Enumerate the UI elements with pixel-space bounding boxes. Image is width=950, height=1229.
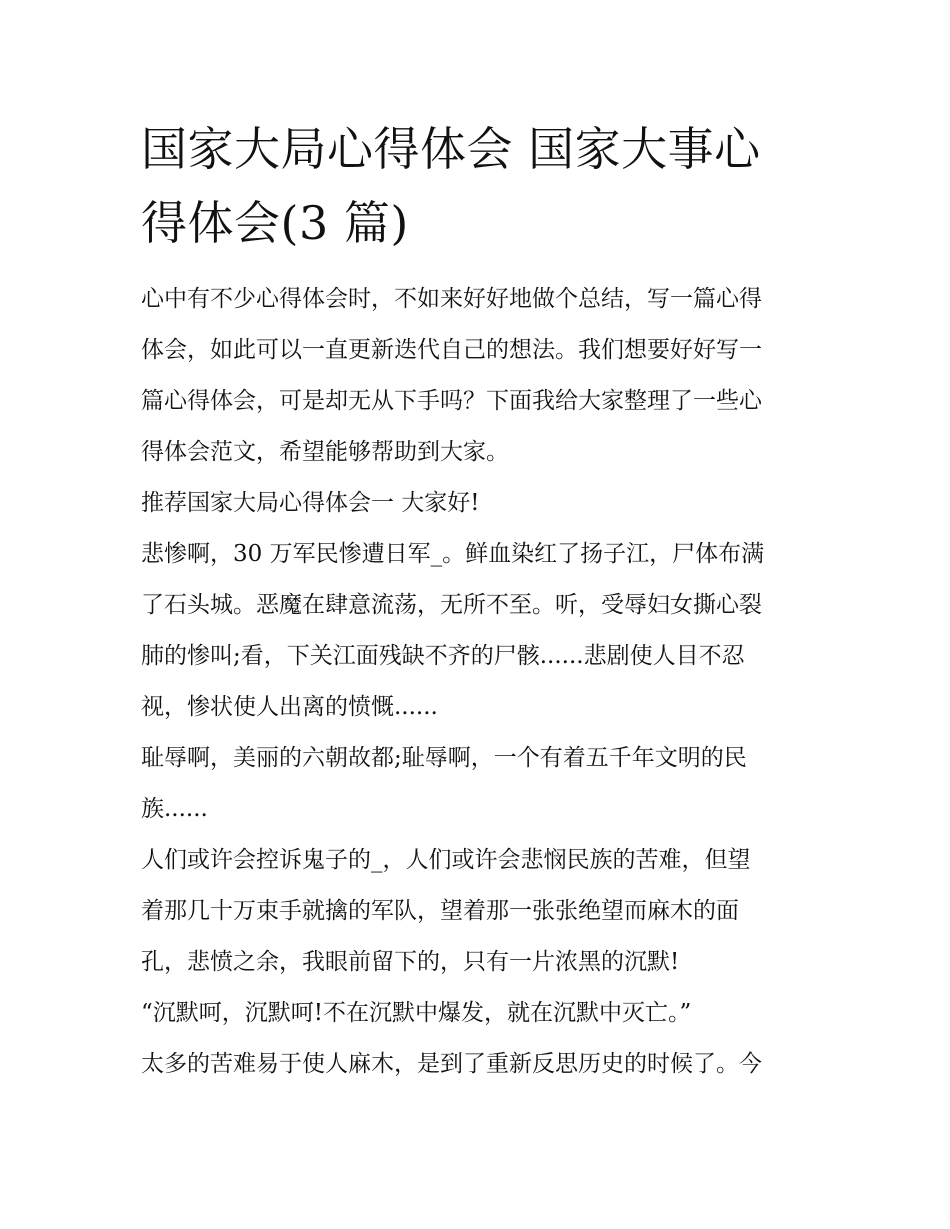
body-line: 人们或许会控诉鬼子的_，人们或许会悲悯民族的苦难，但望 — [141, 847, 751, 873]
body-line: 耻辱啊，美丽的六朝故都;耻辱啊，一个有着五千年文明的民 — [141, 745, 747, 771]
body-line: 视，惨状使人出离的愤慨...... — [141, 694, 438, 720]
body-line: “沉默呵，沉默呵!不在沉默中爆发，就在沉默中灭亡。” — [141, 1000, 692, 1026]
body-line: 着那几十万束手就擒的军队，望着那一张张绝望而麻木的面 — [141, 898, 739, 924]
body-line: 悲惨啊，30 万军民惨遭日军_。鲜血染红了扬子江，尸体布满 — [141, 541, 765, 567]
document-body — [141, 274, 821, 1090]
body-line: 族...... — [141, 796, 208, 822]
body-line: 心中有不少心得体会时，不如来好好地做个总结，写一篇心得 — [141, 286, 762, 312]
body-line: 肺的惨叫;看，下关江面残缺不齐的尸骸......悲剧使人目不忍 — [141, 643, 745, 669]
body-line: 孔，悲愤之余，我眼前留下的，只有一片浓黑的沉默! — [141, 949, 680, 975]
body-line: 推荐国家大局心得体会一 大家好! — [141, 490, 480, 516]
title-line: 国家大局心得体会 国家大事心 — [141, 122, 761, 176]
document-title — [141, 112, 821, 260]
body-line: 体会，如此可以一直更新迭代自己的想法。我们想要好好写一 — [141, 337, 762, 363]
body-line: 篇心得体会，可是却无从下手吗？下面我给大家整理了一些心 — [141, 388, 762, 414]
body-line: 太多的苦难易于使人麻木，是到了重新反思历史的时候了。今 — [141, 1051, 762, 1077]
body-line: 了石头城。恶魔在肆意流荡，无所不至。听，受辱妇女撕心裂 — [141, 592, 762, 618]
title-line: 得体会(3 篇) — [141, 196, 409, 250]
body-line: 得体会范文，希望能够帮助到大家。 — [141, 439, 509, 465]
